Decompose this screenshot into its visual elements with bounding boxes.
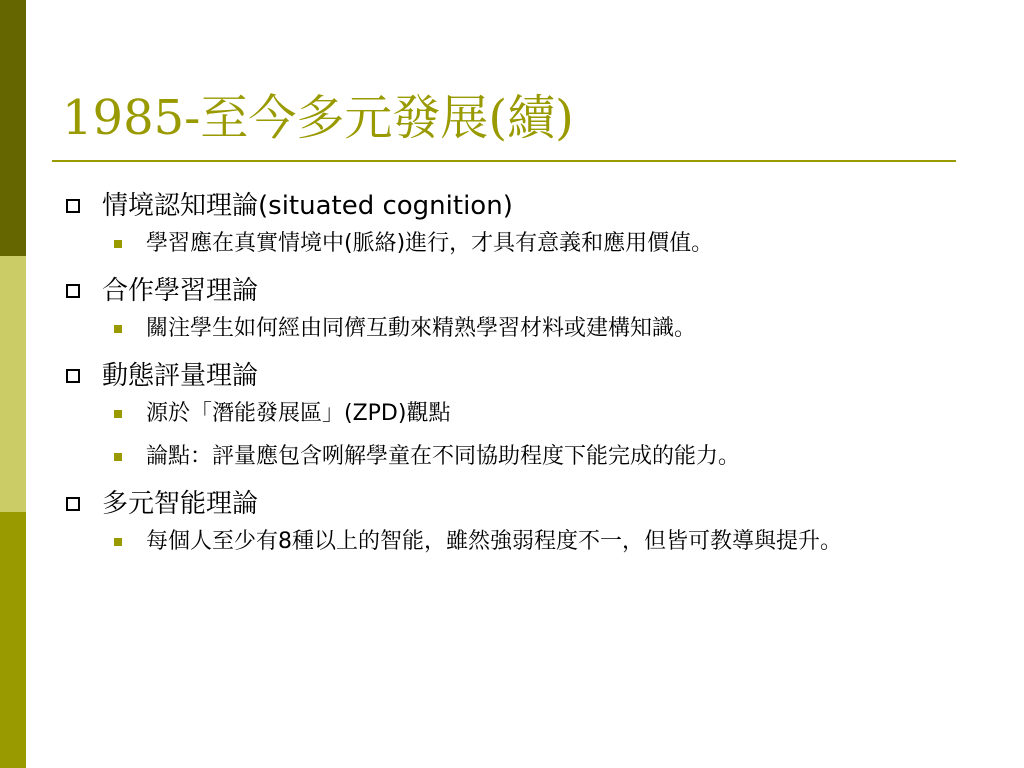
filled-square-bullet-icon xyxy=(114,325,122,333)
slide-title: 1985-至今多元發展(續) xyxy=(62,90,574,146)
sub-bullet-item xyxy=(66,526,966,557)
bullet-text: 合作學習理論 xyxy=(102,276,259,306)
sub-bullet-item xyxy=(66,441,966,472)
hollow-square-bullet-icon xyxy=(66,284,80,298)
bullet-item xyxy=(66,484,966,524)
filled-square-bullet-icon xyxy=(114,538,122,546)
decorative-side-bar xyxy=(0,0,26,768)
sub-bullet-text: 源於「潛能發展區」(ZPD)觀點 xyxy=(146,401,451,426)
sub-bullet-text: 關注學生如何經由同儕互動來精熟學習材料或建構知識。 xyxy=(146,316,697,341)
filled-square-bullet-icon xyxy=(114,410,122,418)
bullet-list xyxy=(66,186,966,569)
bullet-item xyxy=(66,356,966,396)
sub-bullet-item xyxy=(66,398,966,429)
sub-bullet-text: 學習應在真實情境中(脈絡)進行，才具有意義和應用價值。 xyxy=(146,231,714,256)
bullet-item xyxy=(66,186,966,226)
hollow-square-bullet-icon xyxy=(66,369,80,383)
title-divider xyxy=(52,160,956,162)
sub-bullet-text: 論點：評量應包含咧解學童在不同協助程度下能完成的能力。 xyxy=(146,444,741,469)
hollow-square-bullet-icon xyxy=(66,497,80,511)
side-bar-segment-dark xyxy=(0,0,26,256)
hollow-square-bullet-icon xyxy=(66,199,80,213)
filled-square-bullet-icon xyxy=(114,240,122,248)
side-bar-segment-mid xyxy=(0,512,26,768)
filled-square-bullet-icon xyxy=(114,453,122,461)
bullet-text: 動態評量理論 xyxy=(102,361,259,391)
bullet-item xyxy=(66,271,966,311)
bullet-text: 情境認知理論(situated cognition) xyxy=(102,191,513,221)
sub-bullet-item xyxy=(66,228,966,259)
bullet-text: 多元智能理論 xyxy=(102,489,259,519)
sub-bullet-text: 每個人至少有8種以上的智能，雖然強弱程度不一，但皆可教導與提升。 xyxy=(146,529,842,554)
sub-bullet-item xyxy=(66,313,966,344)
side-bar-segment-light xyxy=(0,256,26,512)
